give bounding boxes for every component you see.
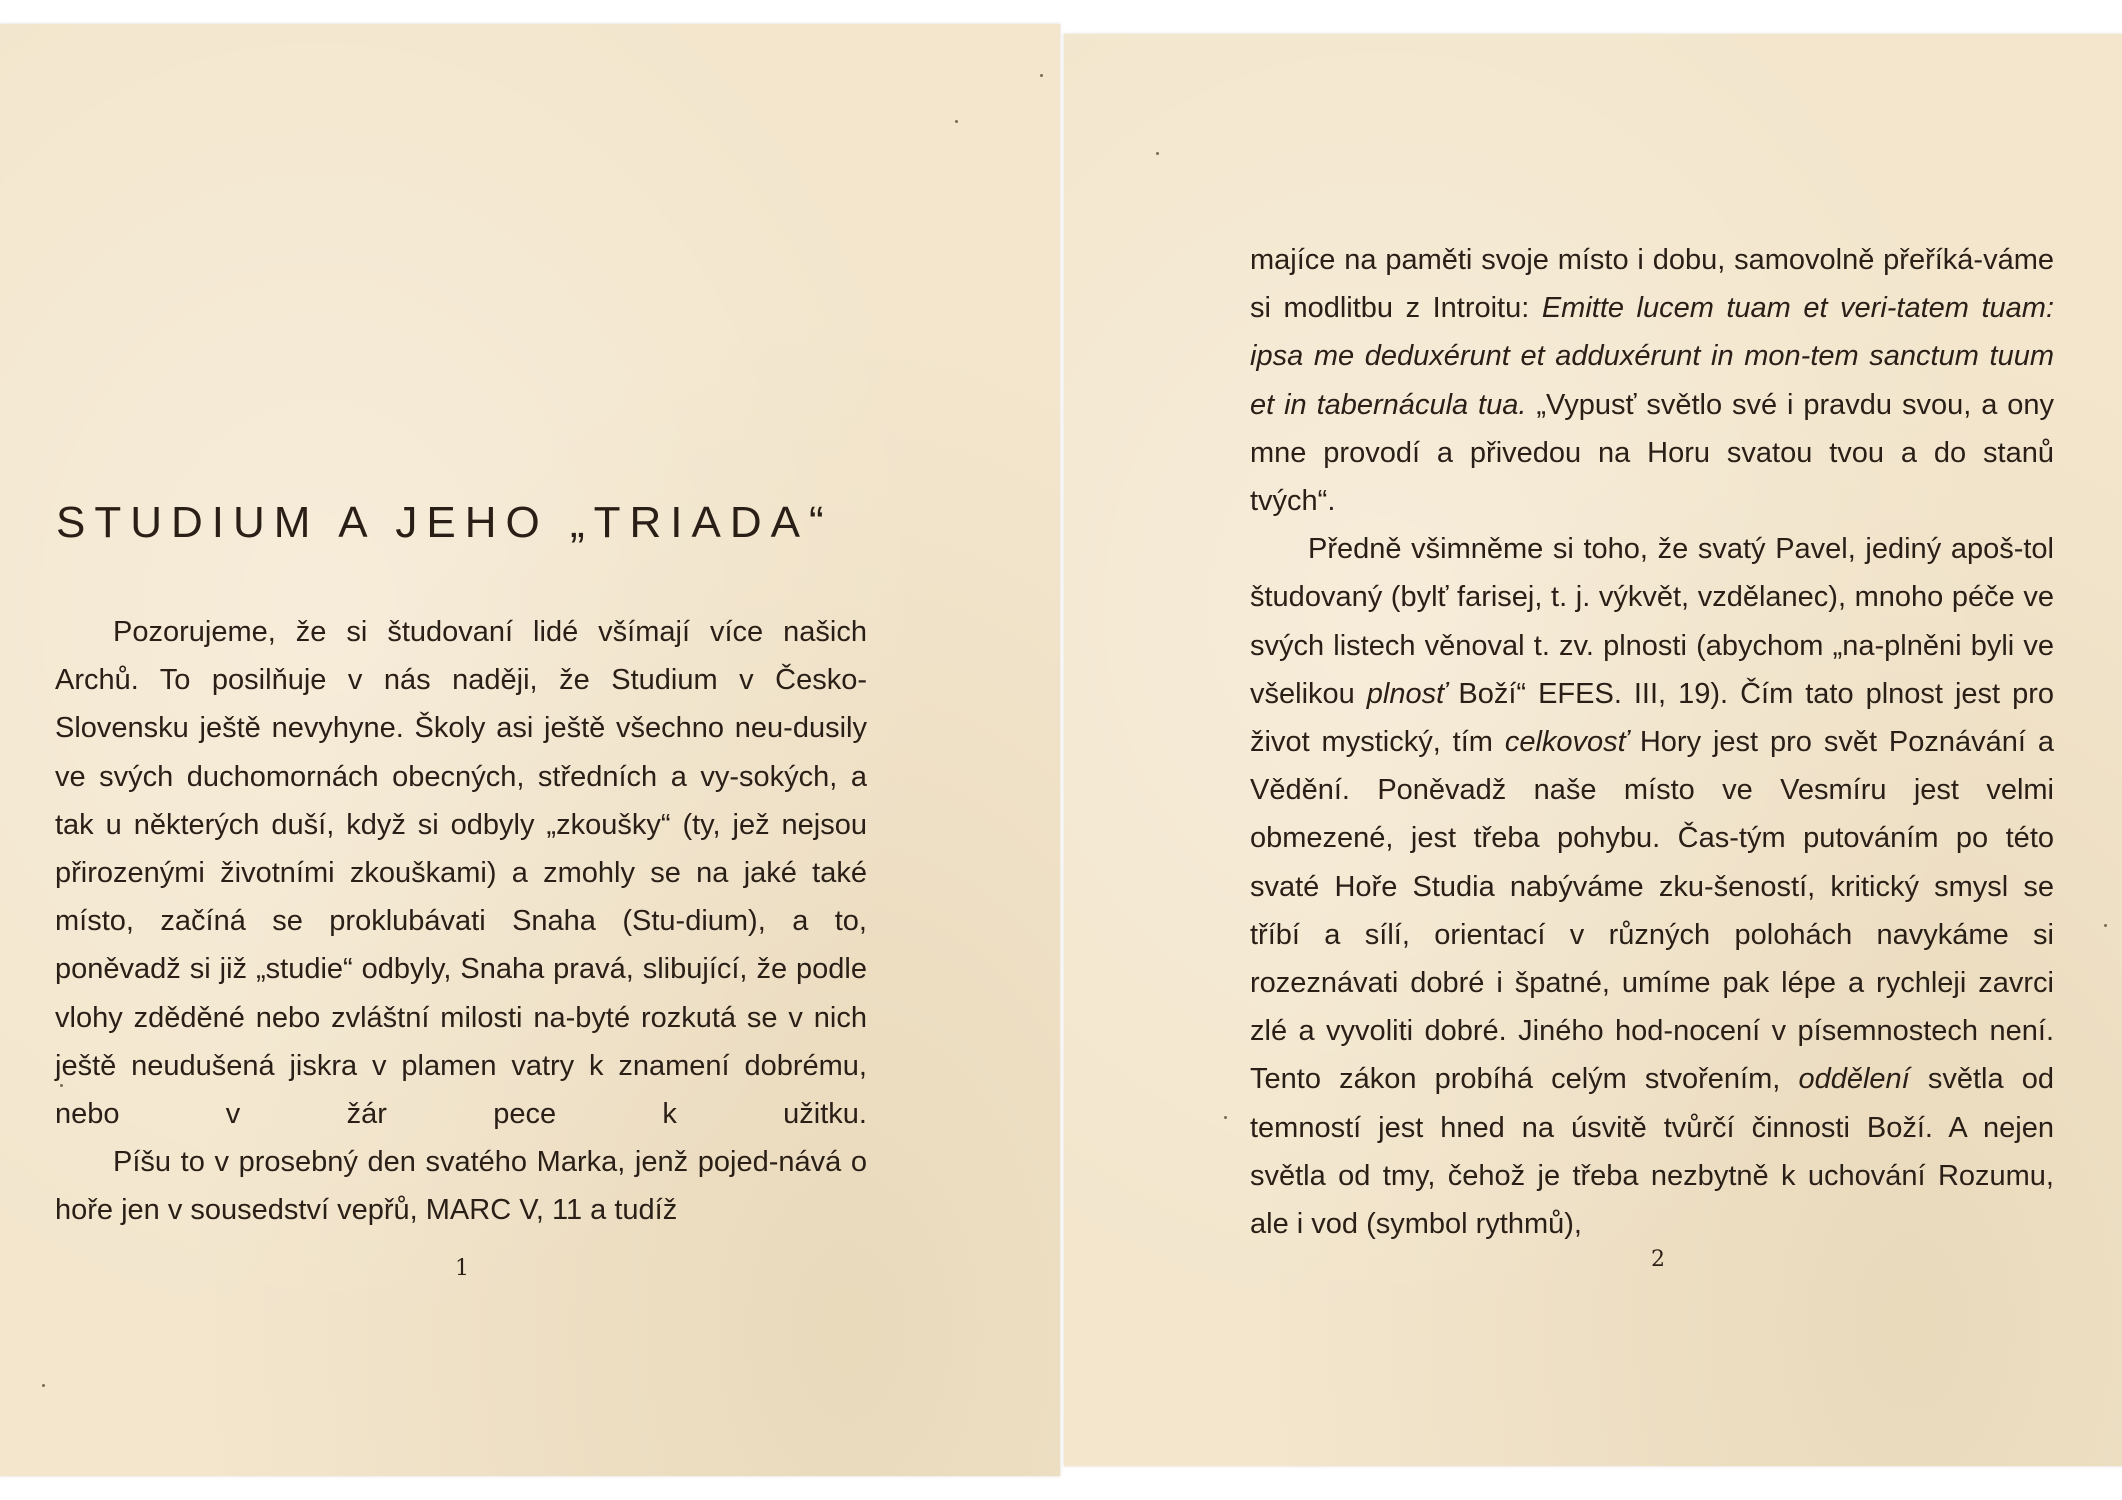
paragraph bbox=[1250, 236, 2054, 525]
paper-speck bbox=[2104, 924, 2107, 927]
emphasis: celkovosť bbox=[1504, 726, 1628, 759]
right-page bbox=[1064, 34, 2122, 1466]
left-body-text bbox=[55, 608, 867, 1235]
paragraph: Píšu to v prosebný den svatého Marka, jenž pojed-nává o hoře jen v sousedství vepřů, MARC V, 11 a tudíž bbox=[55, 1146, 867, 1227]
paper-speck bbox=[1224, 1116, 1227, 1119]
paper-speck bbox=[42, 1384, 45, 1387]
left-page bbox=[0, 24, 1060, 1476]
text-span: „Vypusť světlo své i pravdu svou, a ony mne provodí a přivedou na Horu svatou tvou a do stanů tvých“. bbox=[1250, 388, 2055, 518]
text-span: majíce na paměti svoje místo i dobu, samovolně přeříká-váme si modlitbu z Introitu: bbox=[1250, 244, 2054, 325]
paper-speck bbox=[1156, 152, 1159, 155]
text-span: Hory jest pro svět Poznávání a Vědění. Poněvadž naše místo ve Vesmíru jest velmi obmezené, jest třeba pohybu. Čas-tým putováním po této svaté Hoře Studia nabýváme zku-šeností, kritický smysl se tříbí a sílí, orientací v různých polohách navykáme si rozeznávati dobré i špatné, umíme pak lépe a rychleji zavrci zlé a vyvoliti dobré. Jiného hod-nocení v písemnostech není. Tento zákon probíhá celým stvořením, bbox=[1250, 726, 2054, 1096]
page-number: 2 bbox=[1651, 1247, 1665, 1272]
paper-speck bbox=[955, 120, 958, 123]
emphasis: oddělení bbox=[1798, 1063, 1910, 1096]
paper-speck bbox=[1040, 74, 1043, 77]
chapter-heading: STUDIUM A JEHO „TRIADA“ bbox=[56, 498, 833, 547]
latin-quote: Emitte lucem tuam et veri-tatem tuam: ipsa me deduxérunt et adduxérunt in mon-tem sanctum tuum et in tabernácula tua. bbox=[1250, 292, 2054, 421]
page-number: 1 bbox=[455, 1256, 469, 1281]
text-span: světla od temností jest hned na úsvitě tvůrčí činnosti Boží. A nejen světla od tmy, čehož je třeba nezbytně k uchování Rozumu, ale i vod (symbol rythmů), bbox=[1250, 1063, 2054, 1241]
text-span: Boží“ EFES. III, 19). Čím tato plnost jest pro život mystický, tím bbox=[1250, 677, 2055, 759]
right-body-text bbox=[1250, 236, 2054, 1248]
emphasis: plnosť bbox=[1366, 677, 1447, 710]
text-span: Předně všimněme si toho, že svatý Pavel, jediný apoš-tol študovaný (bylť farisej, t. j. výkvět, vzdělanec), mnoho péče ve svých listech věnoval t. zv. plnosti (abychom „na-plněni byli ve všelikou bbox=[1250, 533, 2054, 710]
paragraph bbox=[1250, 525, 2054, 1248]
paragraph: Pozorujeme, že si študovaní lidé všímají více našich Archů. To posilňuje v nás naději, že Studium v Česko-Slovensku ještě nevyhyne. Školy asi ještě všechno neu-dusily ve svých duchomornách obecných, středních a vy-sokých, a tak u některých duší, když si odbyly „zkoušky“ (ty, jež nejsou přirozenými životními zkouškami) a zmohly se na jaké také místo, začíná se proklubávati Snaha (Stu-dium), a to, poněvadž si již „studie“ odbyly, Snaha pravá, slibující, že podle vlohy zděděné nebo zvláštní milosti na-byté rozkutá se v nich ještě neudušená jiskra v plamen vatry k znamení dobrému, nebo v žár pece k užitku. bbox=[55, 616, 867, 1131]
